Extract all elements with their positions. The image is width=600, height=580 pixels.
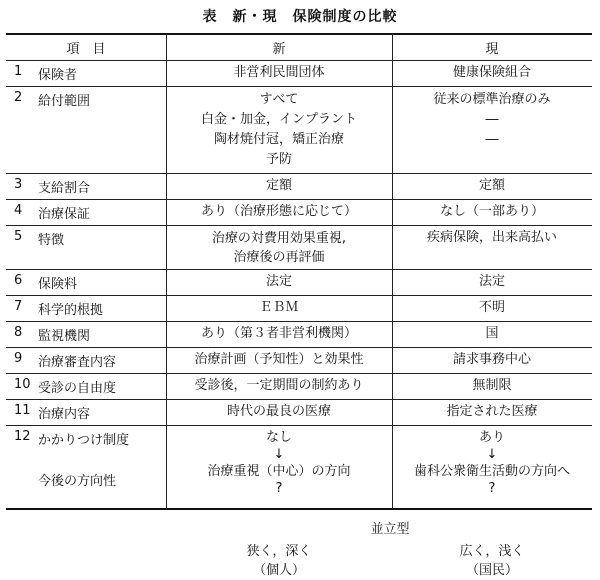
header-item: 項 目	[66, 42, 106, 57]
row-item: 治療審査内容	[38, 355, 117, 370]
row-item: 給付範囲	[38, 94, 91, 109]
row-number: 7	[14, 299, 23, 314]
new-target: （個人）	[252, 563, 305, 578]
row-rule	[6, 425, 592, 426]
current-target: （国民）	[465, 563, 518, 578]
row-current: 指定された医療	[446, 404, 538, 419]
row-number: 8	[14, 325, 23, 340]
future-direction-label: 今後の方向性	[38, 474, 117, 489]
row-current: 無制限	[472, 378, 512, 393]
row-current: 国	[485, 326, 499, 341]
down-arrow-icon: ↓	[273, 447, 285, 462]
row-rule	[6, 347, 592, 348]
row-item: 受診の自由度	[38, 381, 117, 396]
row-item: 治療内容	[38, 407, 91, 422]
row-new: 受診後，一定期間の制約あり	[194, 378, 364, 393]
row-new: すべて 白金・加金，インプラント 陶材焼付冠，矯正治療 予防	[200, 92, 357, 167]
table-top-rule	[6, 33, 592, 35]
row-number: 1	[14, 64, 23, 79]
row-rule	[6, 199, 592, 200]
row-new: 定額	[265, 178, 292, 193]
row-item: 監視機関	[38, 329, 91, 344]
row-item: 保険料	[38, 277, 78, 292]
row-new: なし ↓ 治療重視（中心）の方向 ?	[166, 429, 392, 497]
row-new: 非営利民間団体	[233, 65, 325, 80]
row-current: 健康保険組合	[452, 65, 531, 80]
table-title: 表 新・現 保険制度の比較	[202, 9, 398, 25]
row-rule	[6, 86, 592, 87]
question-mark: ?	[275, 481, 283, 496]
question-mark: ?	[488, 481, 496, 496]
row-current: あり ↓ 歯科公衆衛生活動の方向へ ?	[392, 429, 592, 497]
parallel-type-label: 並立型	[370, 522, 410, 537]
row-number: 4	[14, 203, 23, 218]
row-number: 11	[14, 403, 31, 418]
row-current: 法定	[478, 274, 505, 289]
row-item: 支給割合	[38, 181, 91, 196]
row-current: 定額	[478, 178, 505, 193]
row-item: 治療保証	[38, 207, 91, 222]
new-scope: 狭く，深く	[246, 544, 312, 559]
row-number: 3	[14, 177, 23, 192]
row-item: かかりつけ制度	[38, 433, 130, 448]
row-number: 9	[14, 351, 23, 366]
row-new: あり（第３者非営利機関）	[200, 326, 357, 341]
row-new: 法定	[265, 274, 292, 289]
row-number: 5	[14, 229, 23, 244]
row-rule	[6, 295, 592, 296]
row-new: 治療計画（予知性）と効果性	[194, 352, 364, 367]
future-current-direction: 歯科公衆衛生活動の方向へ	[413, 464, 570, 479]
row-current: なし（一部あり）	[439, 204, 544, 219]
table-bottom-rule	[6, 508, 592, 510]
row-current: 疾病保険，出来高払い	[426, 230, 557, 245]
row-current: 請求事務中心	[452, 352, 531, 367]
header-current: 現	[485, 42, 499, 57]
row-rule	[6, 225, 592, 226]
row-rule	[6, 373, 592, 374]
row-current: 不明	[478, 300, 505, 315]
row-current: 従来の標準治療のみ ― ―	[433, 92, 551, 147]
row-rule	[6, 173, 592, 174]
row-new: 時代の最良の医療	[226, 404, 331, 419]
row-rule	[6, 321, 592, 322]
row-number: 2	[14, 90, 23, 105]
row-number: 12	[14, 429, 31, 444]
header-rule	[6, 60, 592, 61]
row-item: 保険者	[38, 68, 78, 83]
row-rule	[6, 269, 592, 270]
row-number: 10	[14, 377, 31, 392]
row-rule	[6, 399, 592, 400]
future-new-direction: 治療重視（中心）の方向	[207, 464, 351, 479]
header-new: 新	[272, 42, 286, 57]
current-scope: 広く，浅く	[459, 544, 525, 559]
row-new: ＥＢＭ	[259, 300, 299, 315]
row-item: 科学的根拠	[38, 303, 104, 318]
down-arrow-icon: ↓	[486, 447, 498, 462]
row-new: あり（治療形態に応じて）	[200, 204, 357, 219]
row-new: 治療の対費用効果重視, 治療後の再評価	[211, 231, 347, 265]
row-item: 特徴	[38, 233, 65, 248]
row-number: 6	[14, 273, 23, 288]
